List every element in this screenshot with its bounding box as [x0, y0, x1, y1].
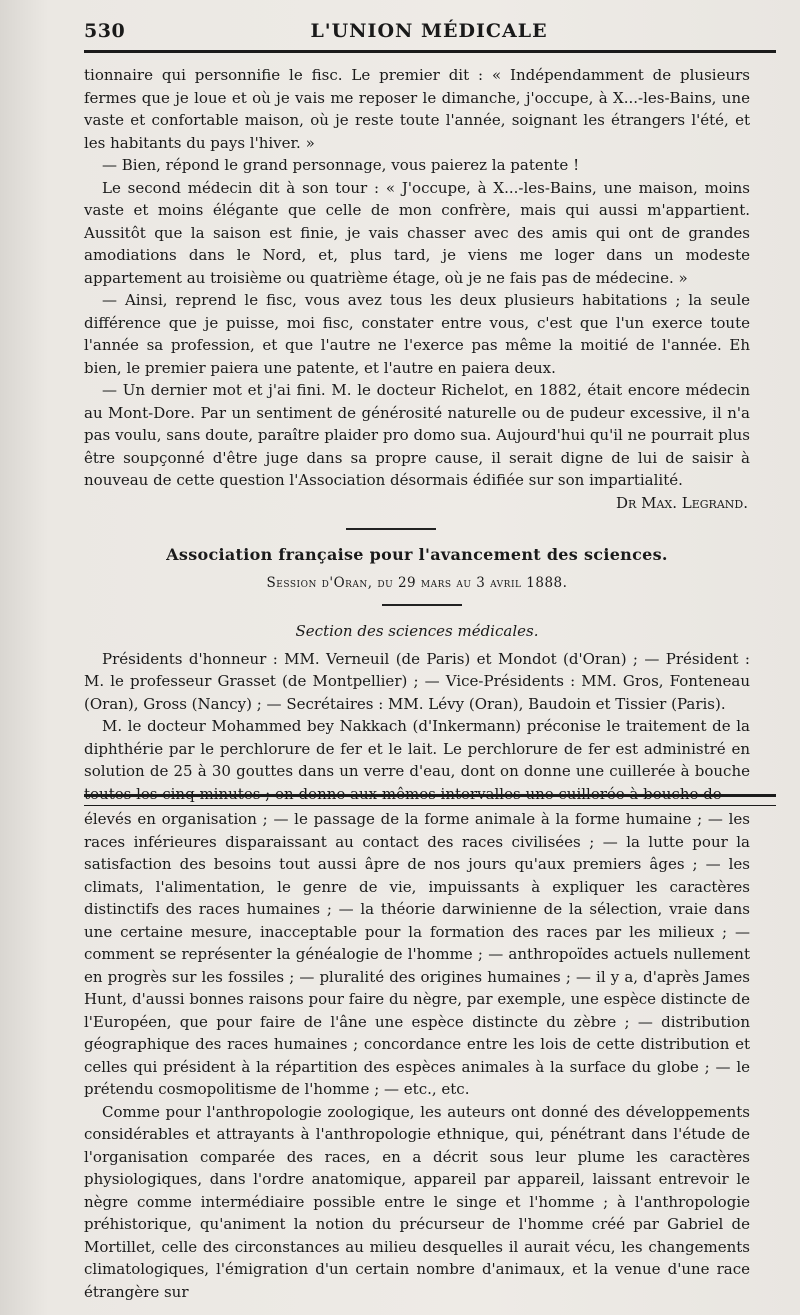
- paragraph: Présidents d'honneur : MM. Verneuil (de Paris) et Mondot (d'Oran) ; — Président : M. le professeur Grasset (de Montpellier) ; — Vice-Présidents : MM. Gros, Fonteneau (Oran), Gross (Nancy) ; — Secrétaires : MM. Lévy (Oran), Baudoin et Tissier (Paris).: [84, 649, 750, 713]
- page-number: 530: [84, 20, 126, 42]
- author-signature: Dr Max. Legrand.: [616, 493, 748, 512]
- short-rule: [382, 604, 462, 606]
- subsection-title: Section des sciences médicales.: [295, 621, 539, 640]
- paragraph: — Bien, répond le grand personnage, vous paierez la patente !: [102, 156, 580, 174]
- paragraph: élevés en organisation ; — le passage de la forme animale à la forme humaine ; — les races inférieures disparaissant au contact des races civilisées ; — la lutte pour la satisfaction des besoins tout aussi âpre de nos jours qu'aux premiers âges ; — les climats, l'alimentation, le genre de vie, impuissants à expliquer les caractères distinctifs des races humaines ; — la théorie darwinienne de la sélection, vraie dans une certaine mesure, inacceptable pour la formation des races par les milieux ; — comment se représenter la généalogie de l'homme ; — anthropoïdes actuels nullement en progrès sur les fossiles ; — pluralité des origines humaines ; — il y a, d'après James Hunt, d'aussi bonnes raisons pour faire du nègre, par exemple, une espèce distincte de l'Européen, que pour faire de l'âne une espèce distincte du zèbre ; — distribution géographique des races humaines ; concordance entre les lois de cette distribution et celles qui président à la répartition des espèces animales à la surface du globe ; — le prétendu cosmopolitisme de l'homme ; — etc., etc.: [84, 810, 750, 1098]
- feuilleton-article: [84, 808, 750, 1303]
- paragraph: Le second médecin dit à son tour : « J'occupe, à X...-les-Bains, une maison, moins vaste et moins élégante que celle de mon confrère, mais qui aussi m'appartient. Aussitôt que la saison est finie, je vais chasser avec des amis qui ont de grandes amodiations dans le Nord, et, plus tard, je viens me loger dans un modeste appartement au troisième ou quatrième étage, où je ne fais pas de médecine. »: [84, 178, 750, 287]
- paragraph: Comme pour l'anthropologie zoologique, les auteurs ont donné des développements considérables et attrayants à l'anthropologie ethnique, qui, pénétrant dans l'étude de l'organisation comparée des races, en a décrit sous leur plume les caractères physiologiques, dans l'ordre anatomique, appareil par appareil, laissant entrevoir le nègre comme intermédiaire possible entre le singe et l'homme ; à l'anthropologie préhistorique, qu'animent la notion du précurseur de l'homme créé par Gabriel de Mortillet, celle des circonstances au milieu desquelles il aurait vécu, les changements climatologiques, l'émigration d'un certain nombre d'animaux, et la venue d'une race étrangère sur: [84, 1102, 750, 1301]
- section-title: Association française pour l'avancement des sciences.: [166, 544, 668, 564]
- paragraph: — Un dernier mot et j'ai fini. M. le docteur Richelot, en 1882, était encore médecin au Mont-Dore. Par un sentiment de générosité naturelle ou de pudeur excessive, il n'a pas voulu, sans doute, paraître plaider pro domo sua. Aujourd'hui qu'il ne pourrait plus être soupçonné d'être juge dans sa propre cause, il serait digne de lui de saisir à nouveau de cette question l'Association désormais édifiée sur son impartialité.: [84, 381, 750, 489]
- paragraph: — Ainsi, reprend le fisc, vous avez tous les deux plusieurs habitations ; la seule différence que je puisse, moi fisc, constater entre vous, c'est que l'un exerce toute l'année sa profession, et que l'autre ne l'exerce pas même la moitié de l'année. Eh bien, le premier paiera une patente, et l'autre en paiera deux.: [84, 291, 750, 377]
- upper-article: [84, 64, 750, 805]
- short-rule: [346, 528, 436, 530]
- header-rule: [84, 50, 776, 53]
- paragraph: M. le docteur Mohammed bey Nakkach (d'Inkermann) préconise le traitement de la diphthérie par le perchlorure de fer et le lait. Le perchlorure de fer est administré en solution de 25 à 30 gouttes dans un verre d'eau, dont on donne une cuillerée à bouche toutes les cinq minutes ; on donne aux mêmes intervalles une cuillerée à bouche de: [84, 717, 750, 803]
- paragraph: tionnaire qui personnifie le fisc. Le premier dit : « Indépendamment de plusieurs fermes que je loue et où je vais me reposer le dimanche, j'occupe, à X...-les-Bains, une vaste et confortable maison, où je reste toute l'année, soignant les étrangers l'été, et les habitants du pays l'hiver. »: [84, 66, 750, 152]
- feuilleton-separator: [84, 794, 776, 806]
- running-header: [84, 14, 774, 48]
- session-line: Session d'Oran, du 29 mars au 3 avril 1888.: [266, 574, 568, 591]
- journal-title: L'UNION MÉDICALE: [310, 20, 548, 42]
